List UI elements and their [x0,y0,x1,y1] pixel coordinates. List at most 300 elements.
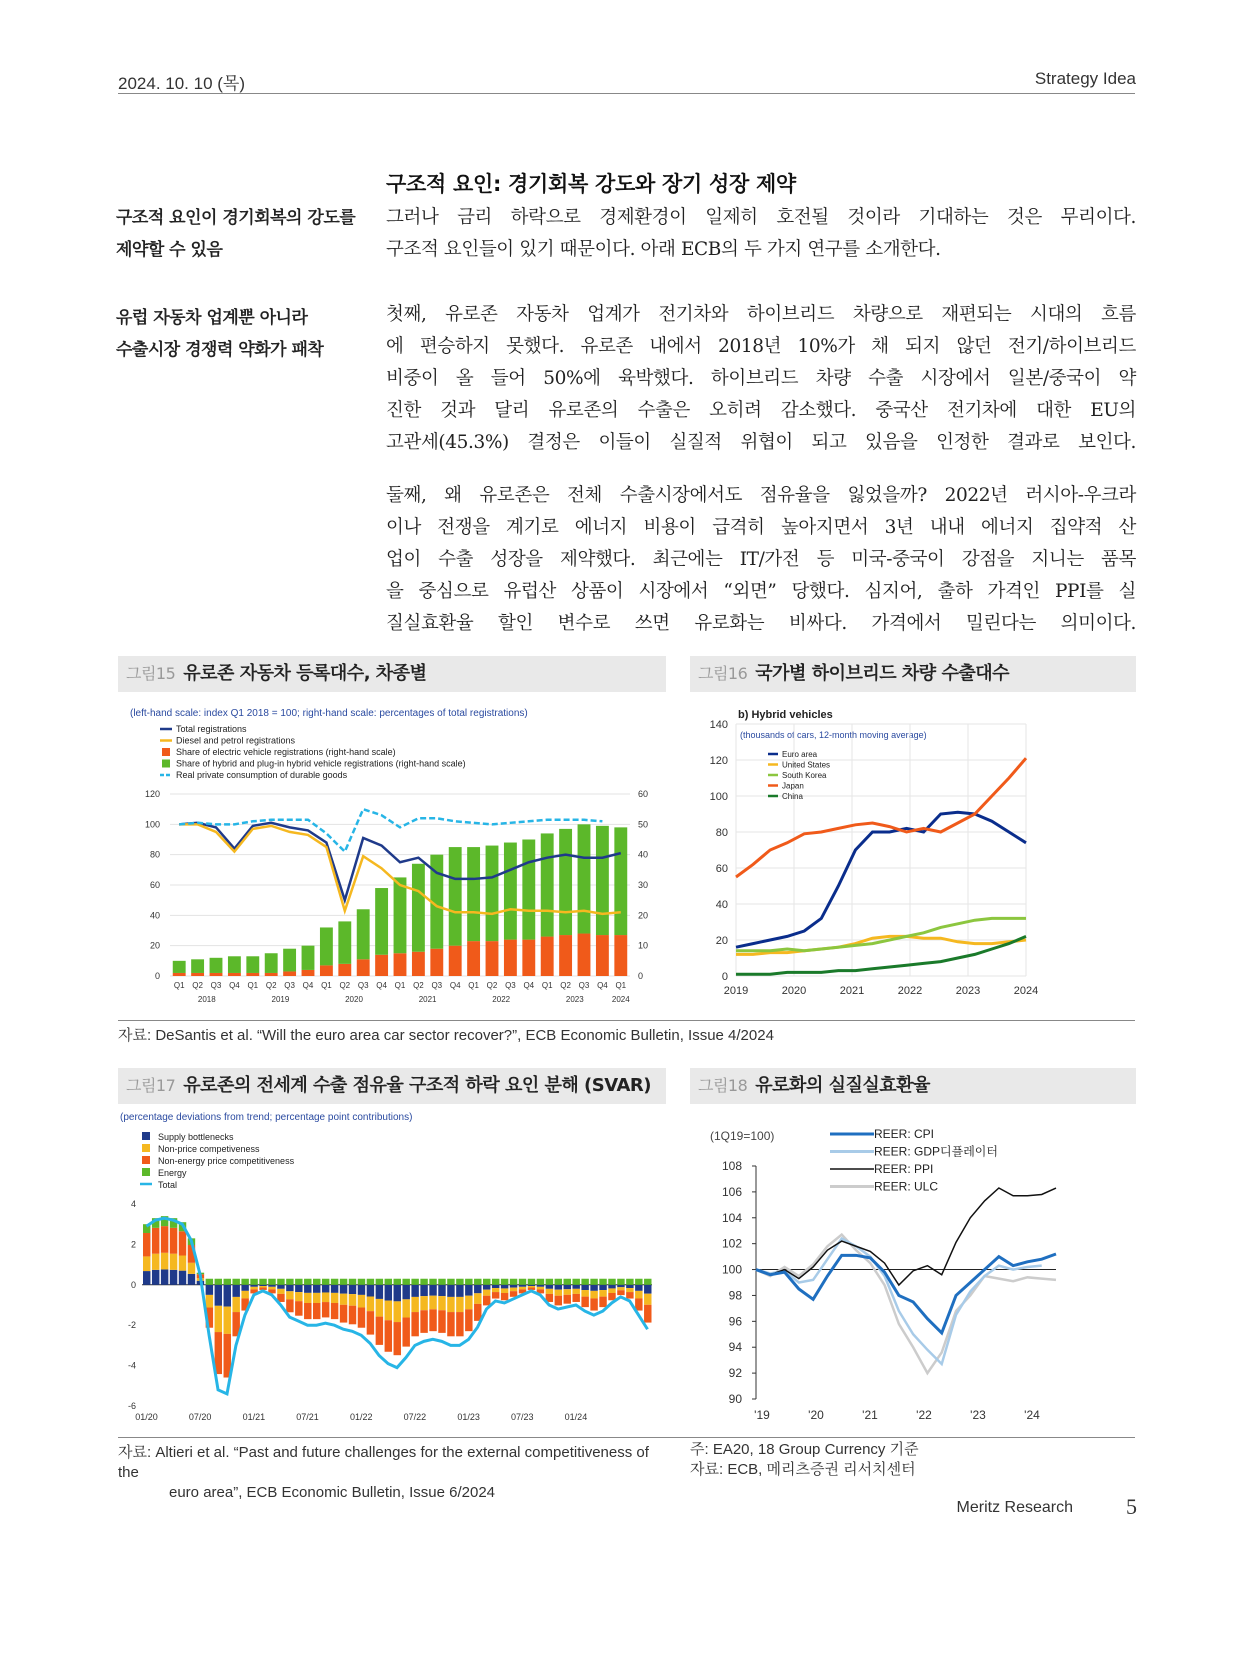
bar-component [206,1279,213,1285]
bar-component [322,1285,329,1293]
bar-component [644,1294,651,1305]
bar-component [510,1288,517,1292]
bar-electric [522,940,535,976]
bar-component [492,1279,499,1285]
sidenote-line: 수출시장 경쟁력 약화가 패착 [116,340,324,360]
bar-component [385,1279,392,1285]
bar-component [259,1285,266,1286]
bar-component [510,1291,517,1297]
bar-component [411,1279,418,1285]
bar-component [250,1279,257,1285]
bar-hybrid [246,956,259,973]
bar-component [528,1279,535,1285]
legend-label: Share of hybrid and plug-in hybrid vehicle registrations (right-hand scale) [176,758,466,769]
bar-component [519,1287,526,1290]
bar-component [385,1301,392,1321]
bar-component [644,1305,651,1323]
legend-label: REER: GDP디플레이터 [874,1144,998,1159]
bar-component [358,1285,365,1295]
bar-component [564,1295,571,1304]
bar-component [367,1285,374,1297]
x-tick: 01/21 [242,1412,266,1422]
bar-component [492,1285,499,1288]
sidenote-2 [116,302,323,366]
bar-component [501,1288,508,1293]
bar-component [367,1311,374,1334]
bar-component [367,1297,374,1312]
bar-component [572,1289,579,1294]
bar-component [590,1279,597,1285]
figure-17-source [118,1443,666,1503]
bar-electric [486,941,499,976]
bar-component [322,1292,329,1302]
y-tick-left: 120 [144,789,160,799]
legend-label: Total [158,1180,178,1190]
bar-hybrid [522,840,535,940]
bar-component [376,1317,383,1345]
bar-component [483,1290,490,1296]
bar-electric [173,973,186,976]
bar-component [143,1256,150,1271]
bar-electric [283,971,296,976]
bar-component [635,1291,642,1299]
bar-component [259,1286,266,1288]
bar-component [402,1318,409,1347]
y-tick: 20 [715,935,728,947]
bar-component [394,1301,401,1322]
bar-component [179,1231,186,1255]
legend-label: Total registrations [176,724,247,734]
legend-swatch [162,760,170,768]
bar-hybrid [320,927,333,965]
bar-component [206,1285,213,1295]
bar-component [322,1302,329,1317]
bar-component [590,1291,597,1299]
y-axis-unit: (1Q19=100) [710,1129,775,1143]
bar-component [394,1279,401,1285]
bar-hybrid [394,877,407,953]
y-tick-left: 40 [149,910,160,921]
bar-component [555,1285,562,1290]
x-tick: Q2 [413,981,424,990]
bar-component [411,1285,418,1297]
bar-component [572,1294,579,1302]
chart-title: b) Hybrid vehicles [738,709,833,721]
figure-title-text: 유로화의 실질실효환율 [755,1075,930,1096]
bar-hybrid [191,959,204,973]
legend-label: Energy [158,1168,187,1178]
bar-component [215,1279,222,1285]
bar-component [152,1254,159,1270]
bar-component [232,1279,239,1285]
x-tick: 01/23 [457,1412,480,1422]
bar-component [581,1279,588,1285]
figure-title-text: 유로존의 전세계 수출 점유율 구조적 하락 요인 분해 (SVAR) [183,1075,651,1096]
y-tick-left: 80 [149,849,160,860]
bar-hybrid [265,953,278,973]
bar-component [188,1274,195,1285]
bar-component [510,1285,517,1288]
bar-component [385,1285,392,1301]
bar-hybrid [559,829,572,935]
x-year-label: 2018 [197,995,216,1004]
bar-hybrid [173,961,186,973]
bar-component [367,1279,374,1285]
bar-component [510,1279,517,1285]
bar-electric [541,937,554,976]
bar-hybrid [449,847,462,946]
bar-component [546,1285,553,1289]
bar-component [474,1279,481,1285]
chart-subtitle: (thousands of cars, 12-month moving average) [740,730,927,740]
bar-component [626,1288,633,1292]
y-tick: 100 [709,791,728,803]
x-tick: Q2 [486,981,498,990]
bar-component [331,1303,338,1319]
x-tick: Q1 [541,981,553,990]
figure-15-title [118,656,666,692]
figure-17-title [118,1068,666,1104]
bar-component [313,1285,320,1293]
bar-component [528,1285,535,1286]
bar-component [590,1285,597,1291]
y-tick: 90 [728,1392,742,1406]
bar-component [465,1279,472,1285]
bar-hybrid [338,921,351,963]
series-line [756,1188,1056,1285]
x-tick: Q2 [265,981,277,990]
bar-hybrid [504,843,517,940]
bar-component [224,1307,231,1334]
bar-component [528,1286,535,1288]
x-tick: '22 [916,1408,932,1422]
header-rule [118,93,1135,94]
x-tick: Q2 [339,981,351,990]
bar-component [564,1289,571,1295]
bar-component [376,1279,383,1285]
legend-swatch [162,748,170,756]
x-tick: Q4 [523,981,535,990]
bar-component [331,1293,338,1303]
bar-component [349,1294,356,1306]
bar-component [394,1285,401,1302]
x-tick: '23 [970,1408,986,1422]
bar-component [295,1279,302,1285]
bar-component [268,1285,275,1287]
bar-component [581,1297,588,1308]
paragraph-line: 이나 전쟁을 계기로 에너지 비용이 급격히 높아지면서 3년 내내 에너지 집약적 산 [386,517,1136,538]
x-year-label: 2024 [611,995,630,1004]
legend-label: Diesel and petrol registrations [176,735,296,746]
y-tick: 102 [721,1236,742,1251]
x-tick: Q3 [210,981,222,990]
x-tick: Q3 [431,981,443,990]
y-tick: 140 [709,719,728,731]
bar-component [170,1254,177,1270]
legend-label: Euro area [782,750,818,759]
bar-component [644,1279,651,1285]
x-tick: '20 [808,1408,824,1422]
y-tick-right: 60 [638,789,649,799]
sidenote-1 [116,202,355,266]
x-year-label: 2021 [418,995,437,1004]
bar-component [626,1279,633,1285]
x-tick: Q3 [578,981,590,990]
bar-component [599,1290,606,1297]
bar-component [617,1285,624,1287]
bar-component [465,1309,472,1331]
legend-label: Share of electric vehicle registrations (right-hand scale) [176,747,396,757]
x-tick: 2022 [897,985,923,997]
paragraph-line: 진한 것과 달리 유로존의 수출은 오히려 감소했다. 중국산 전기차에 대한 EU의 [386,400,1136,421]
bar-component [340,1294,347,1305]
y-tick-right: 20 [638,910,649,921]
x-year-label: 2023 [565,995,584,1004]
bar-hybrid [596,826,609,935]
x-tick: 07/21 [296,1412,319,1422]
bar-hybrid [357,909,370,959]
bar-component [268,1287,275,1290]
bar-hybrid [228,956,241,973]
bar-component [241,1291,248,1299]
bar-component [161,1253,168,1270]
bar-hybrid [578,824,591,933]
bar-electric [559,935,572,976]
bar-component [429,1309,436,1331]
paragraph-line: 에 편승하지 못했다. 유로존 내에서 2018년 10%가 채 되지 않던 전기/하이브리드 [386,336,1136,357]
bar-component [250,1287,257,1290]
bar-electric [430,949,443,976]
x-tick: Q1 [247,981,259,990]
bar-component [519,1285,526,1287]
bar-component [644,1285,651,1294]
bar-component [626,1292,633,1298]
legend-label: Non-energy price competitiveness [158,1156,295,1166]
bar-component [304,1279,311,1285]
header-date: 2024. 10. 10 (목) [118,74,245,93]
legend-label: South Korea [782,771,827,780]
bar-component [322,1279,329,1285]
bar-component [438,1285,445,1296]
y-tick-right: 40 [638,849,649,860]
bar-component [250,1285,257,1287]
source-line: euro area”, ECB Economic Bulletin, Issue 6/2024 [169,1484,496,1501]
bar-hybrid [412,864,425,952]
y-tick: 98 [728,1288,742,1303]
bar-component [420,1296,427,1310]
bar-component [483,1279,490,1285]
bar-component [447,1312,454,1336]
bar-component [224,1285,231,1307]
bar-component [295,1292,302,1301]
x-tick: Q4 [229,981,240,990]
bar-component [170,1228,177,1254]
bar-component [304,1293,311,1303]
paragraph-1 [386,202,1136,266]
bar-hybrid [614,827,627,935]
paragraph-line: 비중이 올 들어 50%에 육박했다. 하이브리드 차량 수출 시장에서 일본/중국이 약 [386,368,1136,389]
bar-component [429,1296,436,1310]
bar-component [599,1297,606,1308]
bar-component [313,1293,320,1303]
paragraph-line: 업이 수출 성장을 제약했다. 최근에는 IT/가전 등 미국-중국이 강점을 지니는 품목 [386,549,1136,570]
figure-16-title [690,656,1136,692]
bar-component [608,1285,615,1289]
paragraph-line: 첫째, 유로존 자동차 업계가 전기차와 하이브리드 차량으로 재편되는 시대의 흐름 [386,304,1136,325]
legend-label: Non-price competiveness [158,1144,260,1154]
bar-component [581,1285,588,1290]
paragraph-line: 둘째, 왜 유로존은 전체 수출시장에서도 점유율을 잃었을까? 2022년 러시아-우크라 [386,485,1136,506]
bar-electric [394,953,407,976]
y-tick: 94 [728,1340,742,1355]
bar-component [492,1288,499,1292]
bar-component [635,1285,642,1291]
bar-electric [596,935,609,976]
section-title: 구조적 요인: 경기회복 강도와 장기 성장 제약 [386,172,796,196]
bar-component [420,1279,427,1285]
bar-component [313,1279,320,1285]
x-year-label: 2020 [345,995,363,1004]
y-tick-right: 10 [638,940,649,951]
y-tick: -6 [127,1401,136,1411]
bar-component [438,1310,445,1333]
bar-component [331,1279,338,1285]
bar-component [358,1308,365,1328]
x-tick: Q1 [173,981,185,990]
series-line [736,918,1026,950]
bar-component [304,1285,311,1293]
bar-electric [578,934,591,976]
bar-electric [467,941,480,976]
bar-component [286,1299,293,1312]
bar-component [340,1305,347,1323]
x-tick: Q2 [192,981,203,990]
bar-component [402,1285,409,1300]
bar-component [188,1263,195,1274]
y-tick: 104 [721,1210,742,1225]
bar-component [224,1279,231,1285]
bar-component [626,1285,633,1288]
y-tick: 120 [709,755,728,767]
y-tick: 0 [721,971,728,983]
x-tick: Q3 [284,981,295,990]
y-tick-left: 60 [149,880,160,890]
x-tick: 01/22 [349,1412,373,1422]
y-tick-left: 100 [144,819,160,830]
bar-component [143,1233,150,1256]
y-tick-right: 30 [638,880,649,890]
header-section: Strategy Idea [1034,69,1136,88]
bar-component [215,1285,222,1306]
y-tick: 4 [130,1199,136,1209]
bar-component [438,1296,445,1310]
bar-component [456,1312,463,1336]
x-tick: Q4 [376,981,387,990]
x-tick: 2019 [723,985,749,997]
bar-component [259,1279,266,1285]
figure-15-source: 자료: DeSantis et al. “Will the euro area car sector recover?”, ECB Economic Bulletin, Issue 4/2024 [118,1027,774,1044]
paragraph-2 [386,299,1136,459]
legend-swatch [142,1156,150,1164]
paragraph-line: 그러나 금리 하락으로 경제환경이 일제히 호전될 것이라 기대하는 것은 무리이다. [386,207,1136,228]
bar-component [215,1306,222,1332]
bar-electric [338,964,351,976]
bar-component [572,1279,579,1285]
bar-component [170,1270,177,1285]
y-tick: 106 [721,1184,742,1199]
bar-component [331,1285,338,1293]
bar-component [161,1226,168,1253]
bar-component [474,1293,481,1304]
bar-component [555,1290,562,1296]
bar-component [599,1285,606,1290]
bar-component [617,1287,624,1290]
bar-component [447,1279,454,1285]
bar-electric [449,946,462,976]
y-tick-left: 0 [154,971,160,981]
bar-electric [375,955,388,976]
bar-component [179,1256,186,1271]
bar-hybrid [541,833,554,936]
bar-component [555,1279,562,1285]
bar-hybrid [467,847,480,941]
bar-component [447,1297,454,1312]
bar-component [501,1285,508,1289]
bar-component [376,1299,383,1317]
figure-16-chart [690,698,1136,1016]
bar-component [501,1293,508,1300]
x-tick: 2024 [1013,985,1039,997]
bar-component [501,1279,508,1285]
bar-component [420,1310,427,1333]
bar-component [456,1285,463,1297]
y-tick: 80 [715,827,728,839]
footer-brand: Meritz Research [956,1499,1073,1516]
x-tick: 07/23 [510,1412,534,1422]
legend-swatch [142,1132,150,1140]
bar-component [340,1285,347,1294]
bar-component [385,1320,392,1352]
legend-label: China [782,792,803,801]
x-tick: '19 [754,1408,770,1422]
x-tick: Q1 [321,981,332,990]
bar-component [143,1271,150,1285]
x-tick: Q4 [597,981,608,990]
y-tick: 108 [721,1159,742,1173]
bar-electric [210,973,223,976]
bar-component [411,1297,418,1312]
figure-number: 그림18 [698,1076,748,1095]
bar-component [402,1299,409,1317]
x-tick: Q1 [394,981,406,990]
x-year-label: 2019 [271,995,290,1004]
x-tick: Q1 [468,981,479,990]
bar-component [546,1279,553,1285]
figure-divider [118,1020,1135,1021]
legend-swatch [142,1168,150,1176]
figure-15-chart [118,698,666,1016]
y-tick: -2 [127,1320,136,1331]
bar-component [555,1296,562,1306]
x-tick: 01/24 [564,1412,588,1422]
y-tick: 100 [721,1262,742,1277]
bar-component [590,1298,597,1310]
page-number: 5 [1126,1494,1137,1519]
bar-component [608,1279,615,1285]
bar-component [537,1279,544,1285]
bar-component [429,1285,436,1296]
bar-component [349,1306,356,1325]
